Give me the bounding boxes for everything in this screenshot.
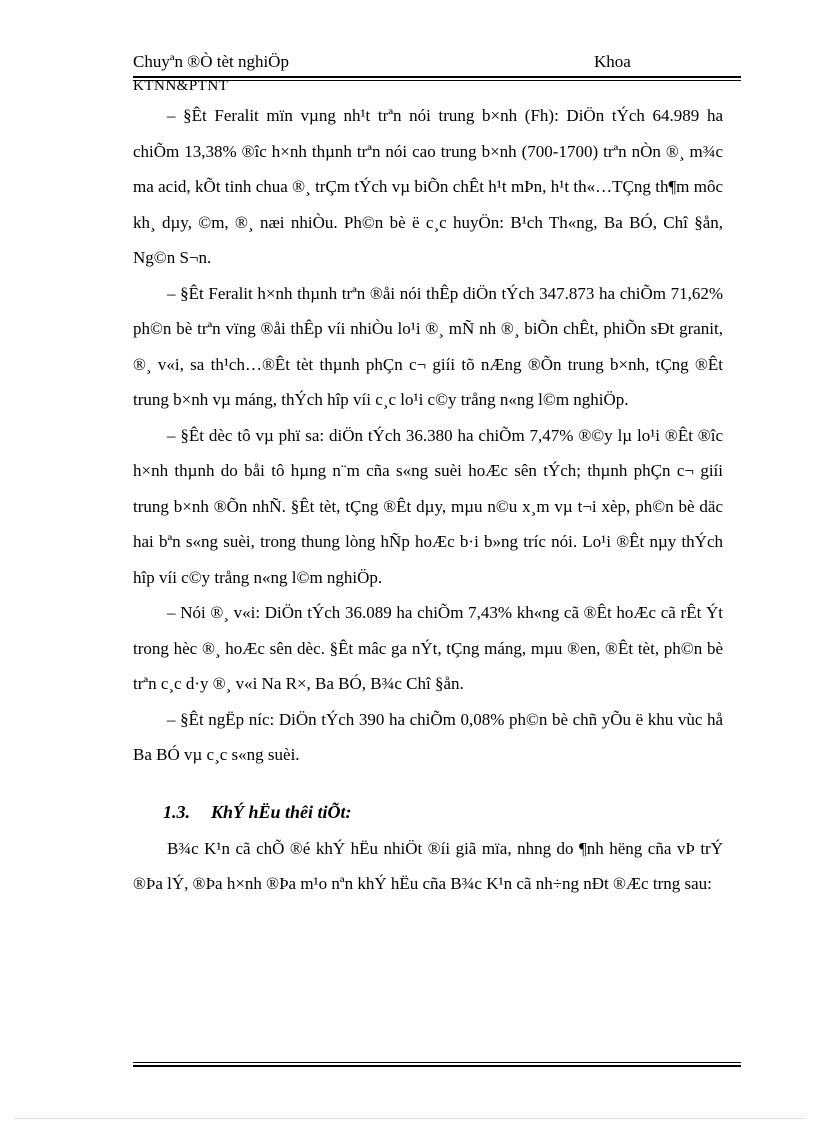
paragraph-nui-da-voi: – Nói ®¸ v«i: DiÖn tÝch 36.089 ha chiÕm 7,43% kh«ng cã ®Êt hoÆc cã rÊt Ýt trong hèc ®¸ hoÆc sên dèc. §Êt mâc ga nÝt, tÇng máng, mµu ®en, ®Êt tèt, ph©n bè trªn c¸c d·y ®¸ v«i Na R×, Ba BÓ, B¾c Chî §ån. <box>133 603 723 693</box>
page-footer-rule <box>133 1062 741 1067</box>
document-body <box>133 98 723 902</box>
paragraph-feralit-mun-vang: – §Êt Feralit mïn vµng nh¹t trªn nói trung b×nh (Fh): DiÖn tÝch 64.989 ha chiÕm 13,38% ®îc h×nh thµnh trªn nói cao trung b×nh (700-1700) trªn nÒn ®¸ m¾c ma acid, kÕt tinh chua ®¸ trÇm tÝch vµ biÕn chÊt h¹t mÞn, h¹t th«…TÇng th¶m môc kh¸ dµy, ©m, ®¸ næi nhiÒu. Ph©n bè ë c¸c huyÖn: B¹ch Th«ng, Ba BÓ, Chî §ån, Ng©n S¬n. <box>133 106 723 267</box>
section-heading <box>163 795 723 829</box>
section-number: 1.3. <box>163 801 190 822</box>
page-header <box>133 52 741 94</box>
paragraph-dat-ngap-nuoc: – §Êt ngËp níc: DiÖn tÝch 390 ha chiÕm 0,08% ph©n bè chñ yÕu ë khu vùc hå Ba BÓ vµ c¸c s«ng suèi. <box>133 709 723 764</box>
header-title: Chuyªn ®Ò tèt nghiÖp <box>133 52 289 71</box>
paragraph-climate-intro: B¾c K¹n cã chÕ ®é khÝ hËu nhiÖt ®íi giã mïa, nhng do ¶nh hëng cña vÞ trÝ ®Þa lÝ, ®Þa h×nh ®Þa m¹o nªn khÝ hËu cña B¾c K¹n cã nh÷ng nÐt ®Æc trng sau: <box>133 838 723 893</box>
header-department: Khoa <box>594 52 631 71</box>
footer-rule-thick <box>133 1065 741 1067</box>
header-faculty: KTNN&PTNT <box>133 78 229 94</box>
paragraph-dat-doc-tu-phu-sa: – §Êt dèc tô vµ phï sa: diÖn tÝch 36.380 ha chiÕm 7,47% ®©y lµ lo¹i ®Êt ®îc h×nh thµnh do båi tô hµng n¨m cña s«ng suèi hoÆc sên tÝch; thµnh phÇn c¬ giíi trung b×nh ®Õn nhÑ. §Êt tèt, tÇng ®Êt dµy, mµu n©u x¸m vµ t¬i xèp, ph©n bè däc hai bªn s«ng suèi, trong thung lòng hÑp hoÆc b·i b»ng tríc nói. Lo¹i ®Êt nµy thÝch hîp víi c©y trång n«ng l©m nghiÖp. <box>133 425 723 587</box>
footer-rule-thin <box>133 1062 741 1063</box>
paragraph-feralit-doi-nui-thap: – §Êt Feralit h×nh thµnh trªn ®åi nói thÊp diÖn tÝch 347.873 ha chiÕm 71,62% ph©n bè trªn vïng ®åi thÊp víi nhiÒu lo¹i ®¸ mÑ nh ®¸ biÕn chÊt, phiÕn sÐt granit, ®¸ v«i, sa th¹ch…®Êt tèt thµnh phÇn c¬ giíi tõ nÆng ®Õn trung b×nh, tÇng ®Êt trung b×nh vµ máng, thÝch hîp víi c¸c lo¹i c©y trång n«ng l©m nghiÖp. <box>133 283 723 409</box>
section-title: KhÝ hËu thêi tiÕt: <box>211 801 352 822</box>
page-edge-dotted-line <box>15 1118 805 1119</box>
